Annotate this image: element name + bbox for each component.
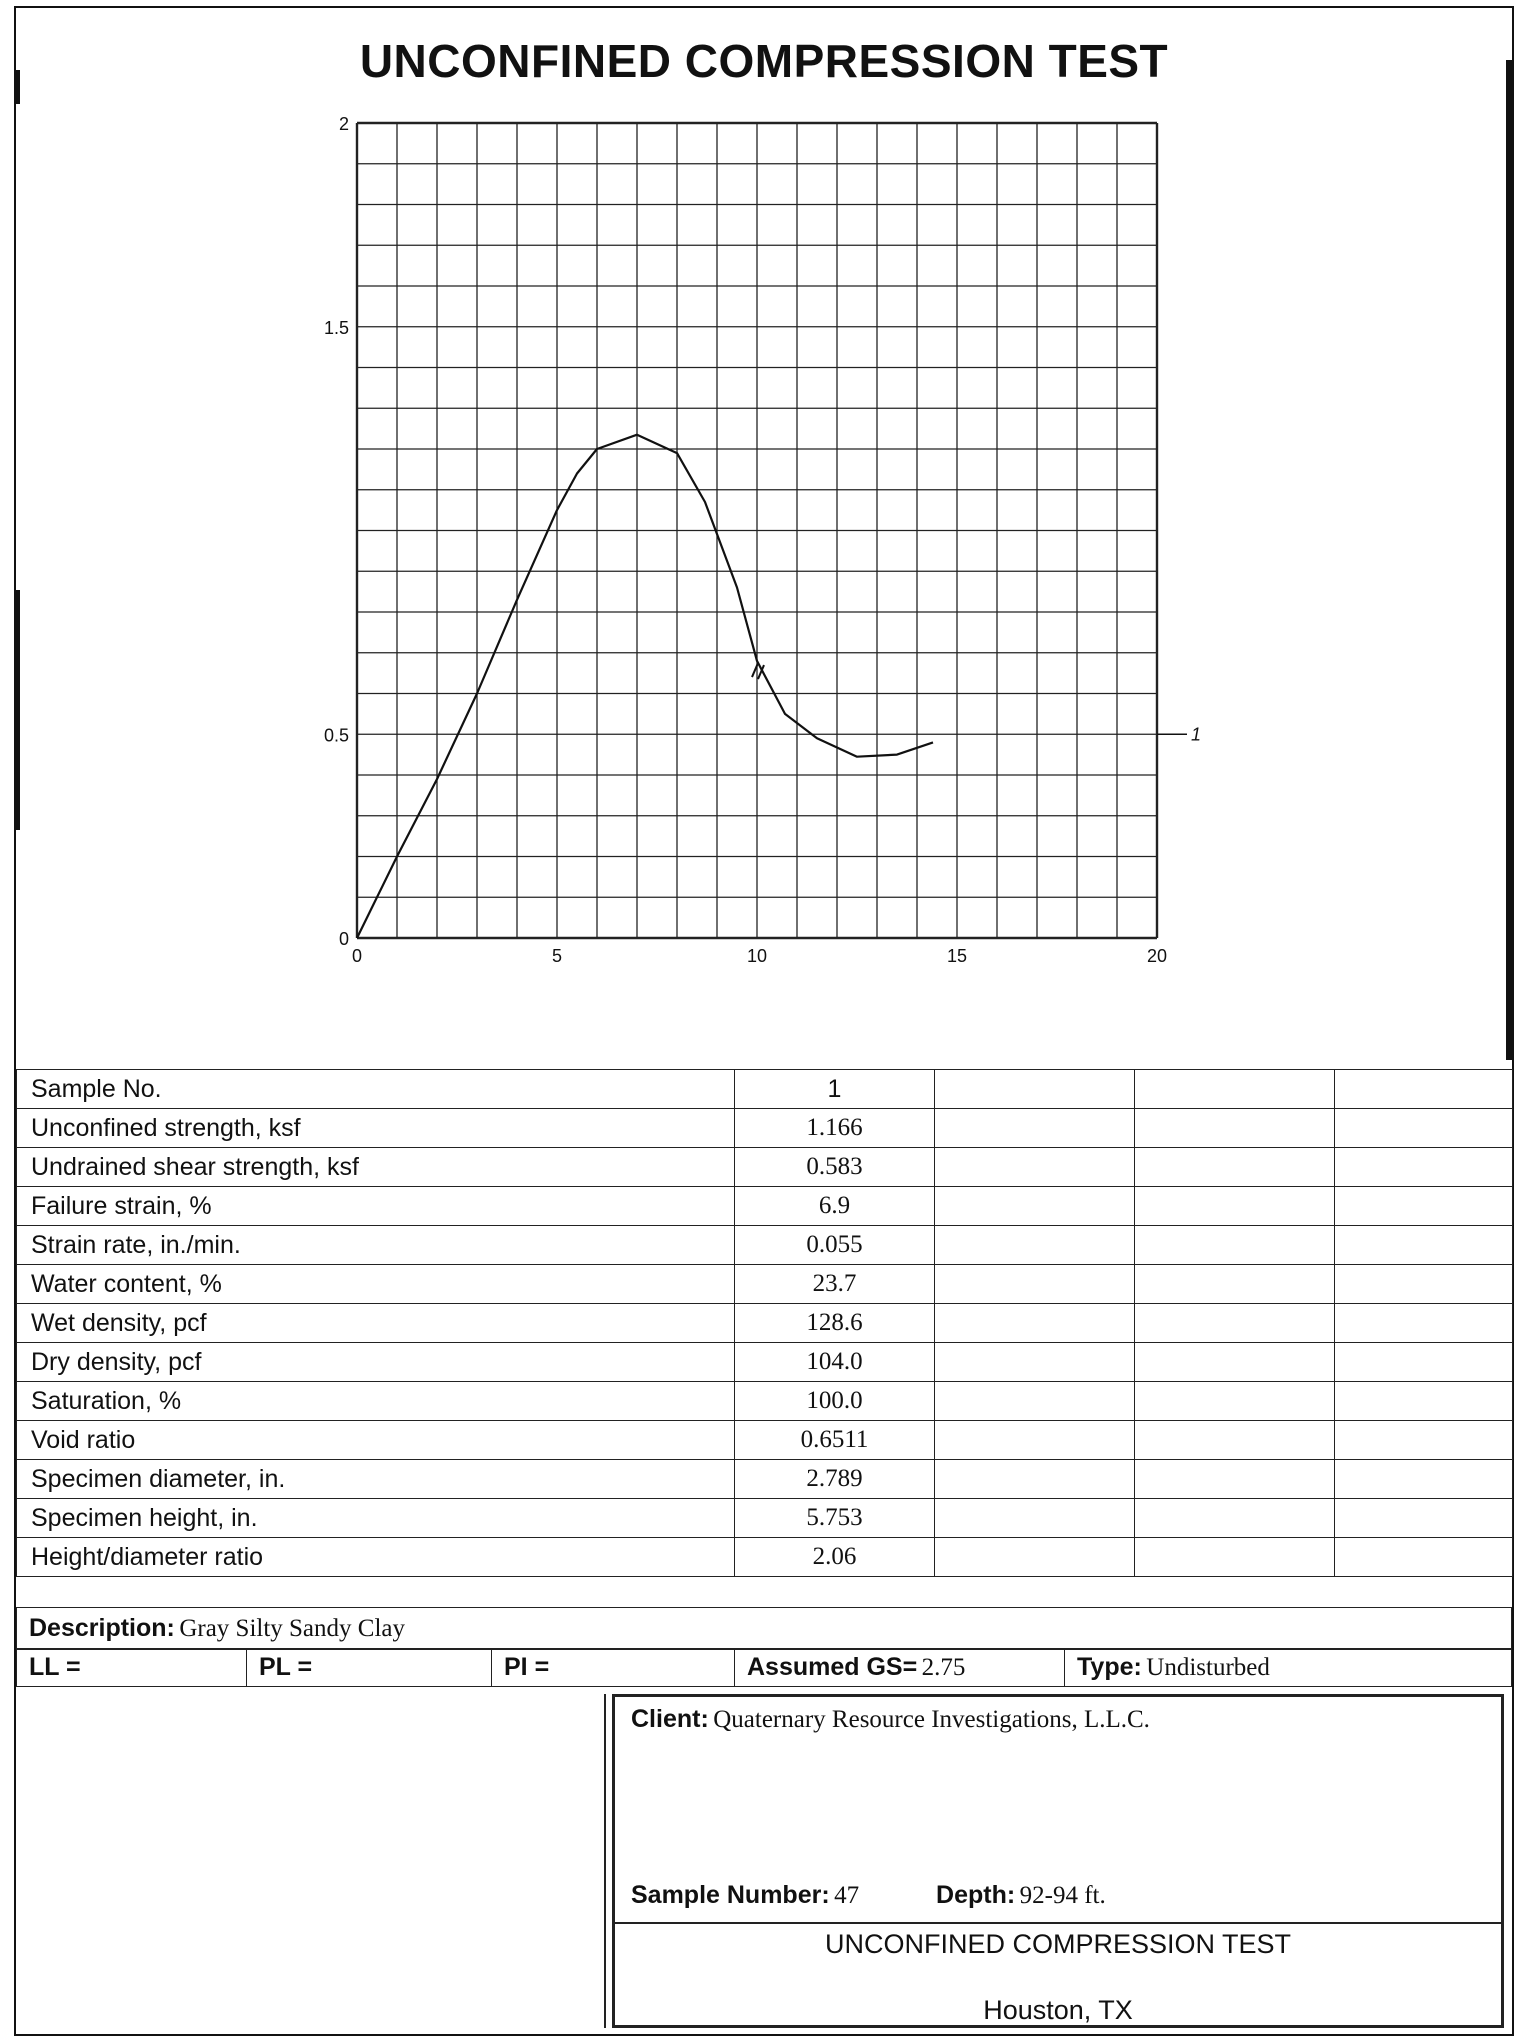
series-line bbox=[357, 435, 933, 938]
description-label: Description: bbox=[29, 1614, 175, 1642]
empty-cell bbox=[935, 1148, 1135, 1187]
empty-cell bbox=[1135, 1226, 1335, 1265]
empty-cell bbox=[1335, 1304, 1513, 1343]
y-tick-label: 2 bbox=[338, 114, 349, 134]
empty-cell bbox=[1335, 1421, 1513, 1460]
row-label: Sample No. bbox=[17, 1070, 735, 1109]
report-title: UNCONFINED COMPRESSION TEST bbox=[824, 1929, 1292, 1959]
row-label: Unconfined strength, ksf bbox=[17, 1109, 735, 1148]
ll-label: LL = bbox=[29, 1653, 81, 1681]
table-row bbox=[17, 1538, 1513, 1577]
empty-cell bbox=[1335, 1460, 1513, 1499]
row-value: 2.06 bbox=[735, 1538, 935, 1577]
description-value: Gray Silty Sandy Clay bbox=[179, 1615, 405, 1642]
type-label: Type: bbox=[1077, 1653, 1142, 1681]
empty-cell bbox=[935, 1382, 1135, 1421]
empty-cell bbox=[935, 1538, 1135, 1577]
table-row bbox=[17, 1382, 1513, 1421]
chart-tick-labels bbox=[324, 114, 1167, 966]
row-label: Wet density, pcf bbox=[17, 1304, 735, 1343]
empty-cell bbox=[1135, 1460, 1335, 1499]
depth-label: Depth: bbox=[936, 1881, 1016, 1909]
empty-cell bbox=[1335, 1109, 1513, 1148]
empty-cell bbox=[1135, 1499, 1335, 1538]
table-row bbox=[17, 1499, 1513, 1538]
row-label: Void ratio bbox=[17, 1421, 735, 1460]
description-row bbox=[16, 1607, 1512, 1649]
row-value: 0.583 bbox=[735, 1148, 935, 1187]
table-row bbox=[17, 1148, 1513, 1187]
empty-cell bbox=[1335, 1265, 1513, 1304]
y-tick-label: 0.5 bbox=[323, 725, 349, 746]
x-tick-label: 10 bbox=[746, 946, 768, 966]
row-label: Dry density, pcf bbox=[17, 1343, 735, 1382]
report-location: Houston, TX bbox=[983, 1995, 1133, 2025]
empty-cell bbox=[935, 1265, 1135, 1304]
x-tick-label: 15 bbox=[946, 946, 968, 966]
row-value: 104.0 bbox=[735, 1343, 935, 1382]
empty-cell bbox=[1335, 1226, 1513, 1265]
empty-cell bbox=[935, 1499, 1135, 1538]
table-row bbox=[17, 1265, 1513, 1304]
x-tick-label: 20 bbox=[1146, 946, 1168, 966]
client-line bbox=[631, 1705, 1150, 1734]
x-tick-label: 0 bbox=[351, 946, 363, 966]
x-tick-label: 5 bbox=[551, 946, 563, 966]
table-row bbox=[17, 1187, 1513, 1226]
empty-cell bbox=[935, 1187, 1135, 1226]
pi-label: PI = bbox=[504, 1653, 550, 1681]
empty-cell bbox=[1335, 1343, 1513, 1382]
empty-cell bbox=[1335, 1187, 1513, 1226]
stress-strain-chart bbox=[0, 0, 1528, 1000]
y-tick-label: 0 bbox=[338, 929, 349, 949]
empty-cell bbox=[1135, 1538, 1335, 1577]
table-row bbox=[17, 1460, 1513, 1499]
row-label: Specimen height, in. bbox=[17, 1499, 735, 1538]
empty-cell bbox=[1135, 1343, 1335, 1382]
empty-cell bbox=[1135, 1109, 1335, 1148]
sample-number-label: Sample Number: bbox=[631, 1881, 830, 1909]
empty-cell bbox=[1335, 1499, 1513, 1538]
assumed-gs-label: Assumed GS= bbox=[747, 1653, 918, 1681]
pl-label: PL = bbox=[259, 1653, 313, 1681]
row-label: Strain rate, in./min. bbox=[17, 1226, 735, 1265]
empty-cell bbox=[1335, 1538, 1513, 1577]
table-row bbox=[17, 1226, 1513, 1265]
table-row bbox=[17, 1304, 1513, 1343]
assumed-gs-value: 2.75 bbox=[921, 1654, 966, 1681]
limits-row bbox=[16, 1649, 1512, 1687]
table-row bbox=[17, 1109, 1513, 1148]
sample-number-value: 47 bbox=[834, 1882, 860, 1909]
row-value: 0.6511 bbox=[735, 1421, 935, 1460]
empty-cell bbox=[1135, 1382, 1335, 1421]
empty-cell bbox=[1135, 1265, 1335, 1304]
row-value: 5.753 bbox=[735, 1499, 935, 1538]
row-value: 1 bbox=[735, 1070, 935, 1109]
chart-series bbox=[357, 435, 1201, 938]
empty-cell bbox=[1335, 1070, 1513, 1109]
empty-cell bbox=[935, 1421, 1135, 1460]
table-row bbox=[17, 1070, 1513, 1109]
type-value: Undisturbed bbox=[1146, 1654, 1270, 1681]
depth-value: 92-94 ft. bbox=[1019, 1882, 1106, 1909]
row-value: 128.6 bbox=[735, 1304, 935, 1343]
row-value: 1.166 bbox=[735, 1109, 935, 1148]
empty-cell bbox=[935, 1109, 1135, 1148]
empty-cell bbox=[935, 1226, 1135, 1265]
empty-cell bbox=[1335, 1148, 1513, 1187]
table-row bbox=[17, 1421, 1513, 1460]
row-value: 100.0 bbox=[735, 1382, 935, 1421]
empty-cell bbox=[935, 1304, 1135, 1343]
empty-cell bbox=[935, 1460, 1135, 1499]
row-label: Failure strain, % bbox=[17, 1187, 735, 1226]
results-table bbox=[16, 1069, 1513, 1577]
empty-cell bbox=[1135, 1421, 1335, 1460]
row-value: 23.7 bbox=[735, 1265, 935, 1304]
sample-depth-line bbox=[631, 1881, 1106, 1910]
client-label: Client: bbox=[631, 1705, 709, 1733]
client-value: Quaternary Resource Investigations, L.L.C. bbox=[713, 1706, 1150, 1733]
row-label: Saturation, % bbox=[17, 1382, 735, 1421]
series-tag-label: 1 bbox=[1191, 724, 1202, 745]
empty-cell bbox=[935, 1343, 1135, 1382]
row-label: Height/diameter ratio bbox=[17, 1538, 735, 1577]
chart-grid bbox=[357, 123, 1157, 938]
row-label: Water content, % bbox=[17, 1265, 735, 1304]
empty-cell bbox=[1135, 1148, 1335, 1187]
empty-cell bbox=[1135, 1304, 1335, 1343]
page-title: UNCONFINED COMPRESSION TEST bbox=[359, 35, 1169, 87]
row-value: 6.9 bbox=[735, 1187, 935, 1226]
y-tick-label: 1.5 bbox=[323, 317, 349, 338]
row-label: Specimen diameter, in. bbox=[17, 1460, 735, 1499]
empty-cell bbox=[1335, 1382, 1513, 1421]
client-box-divider bbox=[615, 1922, 1501, 1924]
row-label: Undrained shear strength, ksf bbox=[17, 1148, 735, 1187]
row-value: 0.055 bbox=[735, 1226, 935, 1265]
table-row bbox=[17, 1343, 1513, 1382]
client-info-box bbox=[612, 1694, 1504, 2028]
row-value: 2.789 bbox=[735, 1460, 935, 1499]
empty-cell bbox=[1135, 1070, 1335, 1109]
panel-divider bbox=[604, 1694, 606, 2028]
empty-cell bbox=[1135, 1187, 1335, 1226]
empty-cell bbox=[935, 1070, 1135, 1109]
